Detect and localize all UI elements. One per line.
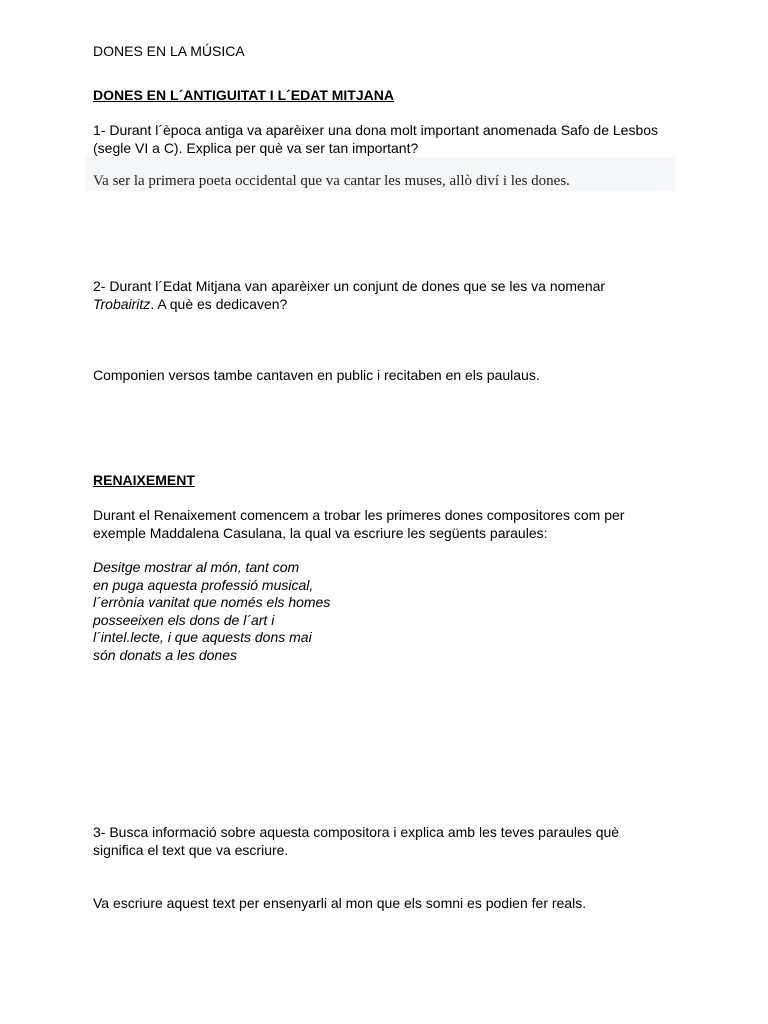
poem-line: posseeixen els dons de l´art i: [93, 611, 275, 628]
question-3-line-2: significa el text que va escriure.: [93, 841, 289, 858]
term-trobairitz: Trobairitz: [93, 295, 151, 312]
answer-1-text: Va ser la primera poeta occidental que va cantar les muses, allò diví i les dones.: [93, 173, 570, 189]
poem-line: Desitge mostrar al món, tant com: [93, 559, 300, 575]
question-1-line-1: 1- Durant l´època antiga va aparèixer una dona molt important anomenada Safo de Lesbos: [93, 122, 659, 138]
poem-line: són donats a les dones: [93, 646, 237, 663]
section-heading-antiquity: DONES EN L´ANTIGUITAT I L´EDAT MITJANA: [93, 87, 394, 103]
renaissance-intro-line-2: exemple Maddalena Casulana, la qual va escriure les següents paraules:: [93, 524, 548, 541]
poem-line: l´intel.lecte, i que aquests dons mai: [93, 629, 312, 645]
renaissance-intro-line-1: Durant el Renaixement comencem a trobar les primeres dones compositores com per: [93, 507, 625, 523]
renaissance-intro: [93, 507, 683, 542]
question-2-line-1: 2- Durant l´Edat Mitjana van aparèixer un conjunt de dones que se les va nomenar: [93, 278, 606, 294]
poem-line: l´errònia vanitat que només els homes: [93, 594, 331, 610]
poem-quote: [93, 559, 683, 664]
answer-3-text: Va escriure aquest text per ensenyarli al mon que els somni es podien fer reals.: [93, 895, 587, 911]
question-3: [93, 824, 683, 859]
question-1-line-2: (segle VI a C). Explica per què va ser tan important?: [93, 139, 419, 156]
question-2: [93, 278, 683, 313]
section-heading-renaissance: RENAIXEMENT: [93, 472, 195, 488]
question-1: [93, 122, 683, 157]
answer-1-box: [86, 157, 675, 191]
document-title: DONES EN LA MÚSICA: [93, 43, 245, 59]
answer-2-text: Componien versos tambe cantaven en public i recitaben en els paulaus.: [93, 367, 540, 383]
poem-line: en puga aquesta professió musical,: [93, 576, 314, 593]
question-2-line-2: . A què es dedicaven?: [150, 295, 288, 312]
question-3-line-1: 3- Busca informació sobre aquesta compositora i explica amb les teves paraules què: [93, 824, 620, 840]
